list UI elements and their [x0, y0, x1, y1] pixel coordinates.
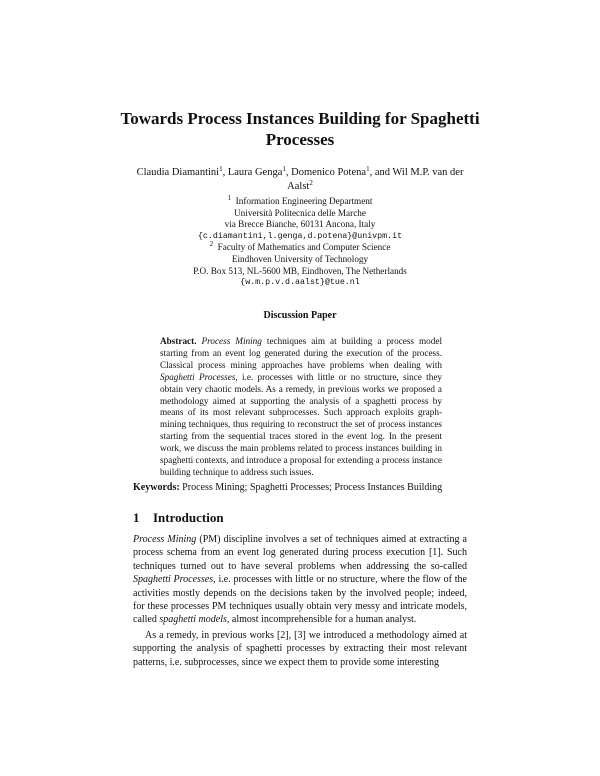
affil-marker: 1	[227, 194, 232, 202]
paper-title: Towards Process Instances Building for Spaghetti Processes	[120, 109, 480, 149]
affil-ref: 2	[309, 179, 313, 187]
affiliation-2-dept	[120, 242, 480, 254]
author-text: , Domenico Potena	[285, 167, 367, 178]
abstract-term: Spaghetti Processes	[160, 371, 236, 382]
affil-ref: 1	[219, 165, 223, 173]
abstract	[160, 336, 442, 479]
affil-ref: 1	[282, 165, 286, 173]
affiliation-1-emails: {c.diamantini,l.genga,d.potena}@univpm.it	[197, 231, 403, 241]
keywords	[133, 482, 473, 493]
abstract-text: techniques aim at building a process model starting from an event log generated during the execution of the process. Classical process mining approaches have problems when dealing with	[160, 336, 442, 370]
affiliation-2-univ: Eindhoven University of Technology	[231, 253, 369, 264]
term: Spaghetti Processes	[133, 574, 214, 586]
keywords-label: Keywords:	[133, 482, 180, 493]
paragraph	[133, 533, 467, 627]
keywords-text: Process Mining; Spaghetti Processes; Process Instances Building	[182, 482, 443, 493]
author-text: Claudia Diamantini	[136, 167, 220, 178]
section-heading	[133, 510, 224, 526]
body-text: (PM) discipline involves a set of techniques aimed at extracting a process schema from an event log generated during process execution [1]. Such techniques turned out to have several problems when addressing the so-called	[133, 534, 467, 572]
affil-dept: Faculty of Mathematics and Computer Science	[217, 242, 391, 253]
body-text: , almost incomprehensible for a human analyst.	[226, 614, 417, 626]
section-title: Introduction	[153, 510, 224, 525]
affiliation-2-address: P.O. Box 513, NL-5600 MB, Eindhoven, The Netherlands	[193, 265, 407, 276]
abstract-term: Process Mining	[201, 336, 262, 346]
affil-ref: 1	[366, 165, 370, 173]
author-text: , Laura Genga	[222, 167, 283, 178]
abstract-text: , i.e. processes with little or no structure, since they obtain very chaotic models. As a remedy, in previous works we proposed a methodology aimed at supporting the analysis of a spaghetti process by means of its most relevant subprocesses. Such approach exploits graph-mining techniques, thus requiring to reconstruct the set of process instances starting from the sequential traces stored in the event log. In the present work, we discuss the main problems related to process instances building in spaghetti contexts, and introduce a proposal for extending a process instance building technique to address such issues.	[160, 371, 442, 477]
body-text: , i.e. processes with little or no structure, where the flow of the activities mostly depends on the decisions taken by the involved people; indeed, for these processes PM techniques usually obtain very messy and intricate models, called	[133, 574, 467, 626]
term: Process Mining	[133, 534, 197, 545]
section-body	[133, 533, 467, 669]
affiliation-1-dept	[120, 196, 480, 208]
affiliation-1-address: via Brecce Bianche, 60131 Ancona, Italy	[224, 219, 376, 230]
affiliation-2-emails: {w.m.p.v.d.aalst}@tue.nl	[240, 278, 360, 288]
abstract-label: Abstract.	[160, 336, 197, 346]
author-list	[125, 166, 475, 194]
affil-marker: 2	[209, 240, 214, 249]
paragraph: As a remedy, in previous works [2], [3] we introduced a methodology aimed at supporting the analysis of spaghetti processes by extracting their most relevant patterns, i.e. subprocesses, since we expect them to provide some interesting	[133, 629, 467, 668]
section-number: 1	[133, 510, 140, 525]
affiliations	[120, 196, 480, 289]
discussion-paper-label: Discussion Paper	[263, 310, 337, 321]
term: spaghetti models	[159, 614, 227, 626]
affiliation-1-univ: Università Politecnica delle Marche	[234, 207, 366, 218]
affil-dept: Information Engineering Department	[235, 196, 373, 206]
author-text: , and Wil M.P. van der Aalst	[287, 167, 464, 192]
